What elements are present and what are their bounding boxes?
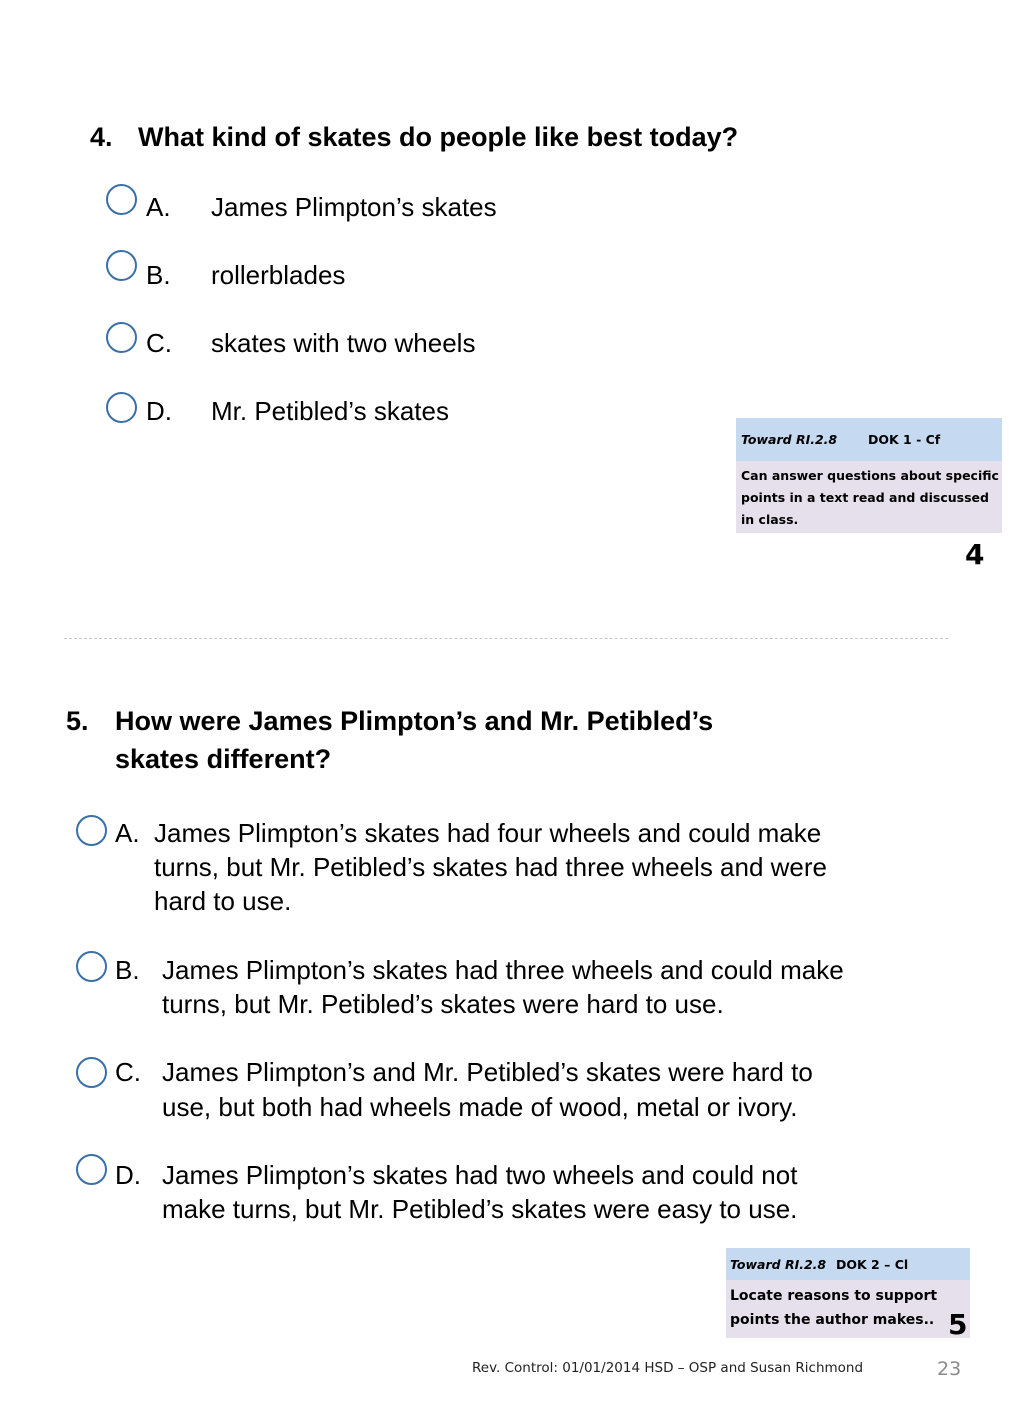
option-letter: A. xyxy=(146,192,171,222)
option-letter: D. xyxy=(146,396,172,426)
question-marker-5: 5 xyxy=(948,1308,968,1341)
standard-description-box xyxy=(726,1280,970,1338)
question-4-text: What kind of skates do people like best today? xyxy=(138,122,739,152)
section-divider xyxy=(64,638,948,639)
question-5-number: 5. xyxy=(66,706,89,736)
revision-footer: Rev. Control: 01/01/2014 HSD – OSP and Susan Richmond xyxy=(472,1360,864,1376)
option-text-line: use, but both had wheels made of wood, metal or ivory. xyxy=(162,1092,798,1122)
option-a-radio[interactable] xyxy=(106,184,137,215)
option-d-radio[interactable] xyxy=(106,392,137,423)
option-text-line: James Plimpton’s skates had two wheels and could not xyxy=(162,1160,798,1190)
option-text: James Plimpton’s skates xyxy=(211,192,497,222)
option-c-radio[interactable] xyxy=(106,322,137,353)
option-text-line: turns, but Mr. Petibled’s skates had three wheels and were xyxy=(154,852,828,882)
option-a-radio[interactable] xyxy=(76,815,107,846)
option-letter: D. xyxy=(115,1160,141,1190)
question-5-text-line2: skates different? xyxy=(115,744,332,774)
option-text-line: make turns, but Mr. Petibled’s skates were easy to use. xyxy=(162,1194,798,1224)
option-letter: C. xyxy=(115,1057,141,1087)
option-text-line: James Plimpton’s skates had four wheels and could make xyxy=(154,818,822,848)
option-letter: B. xyxy=(146,260,171,290)
standard-description-line1: Locate reasons to support xyxy=(730,1288,938,1304)
option-text-line: James Plimpton’s skates had three wheels and could make xyxy=(162,955,844,985)
option-letter: A. xyxy=(115,818,140,848)
standard-description-box xyxy=(736,461,1002,533)
question-marker-4: 4 xyxy=(965,538,985,571)
option-c-radio[interactable] xyxy=(76,1057,107,1088)
standard-code: Toward RI.2.8 xyxy=(741,432,838,447)
standard-description: Can answer questions about specific points in a text read and discussed in class. xyxy=(741,468,999,527)
dok-level: DOK 2 – Cl xyxy=(836,1257,909,1272)
option-text: Mr. Petibled’s skates xyxy=(211,396,449,426)
option-b-radio[interactable] xyxy=(106,250,137,281)
standard-header xyxy=(726,1248,970,1280)
option-b-radio[interactable] xyxy=(76,951,107,982)
dok-level: DOK 1 - Cf xyxy=(868,432,941,447)
question-5-text-line1: How were James Plimpton’s and Mr. Petibled’s xyxy=(115,706,714,736)
option-text: skates with two wheels xyxy=(211,328,476,358)
option-letter: C. xyxy=(146,328,172,358)
option-text-line: turns, but Mr. Petibled’s skates were hard to use. xyxy=(162,989,724,1019)
option-letter: B. xyxy=(115,955,140,985)
option-text: rollerblades xyxy=(211,260,346,290)
option-d-radio[interactable] xyxy=(76,1154,107,1185)
question-4-number: 4. xyxy=(90,122,113,152)
page-number: 23 xyxy=(937,1358,962,1380)
standard-header xyxy=(736,418,1002,461)
option-text-line: James Plimpton’s and Mr. Petibled’s skates were hard to xyxy=(162,1057,813,1087)
standard-code: Toward RI.2.8 xyxy=(730,1257,827,1272)
standard-description-line2: points the author makes.. xyxy=(730,1312,935,1328)
option-text-line: hard to use. xyxy=(154,886,292,916)
